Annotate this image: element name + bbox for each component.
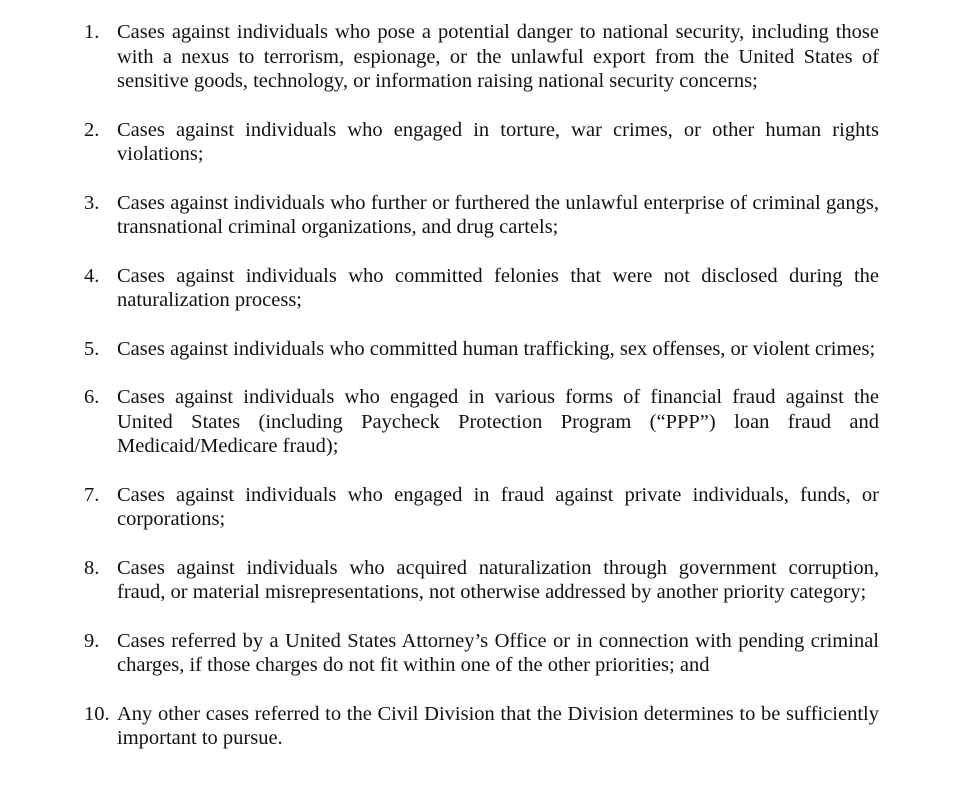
list-item-3	[84, 191, 879, 240]
item-number: 8.	[84, 556, 100, 579]
list-item-10	[84, 702, 879, 751]
list-item-8	[84, 556, 879, 605]
list-item-2	[84, 118, 879, 167]
item-text: Cases against individuals who engaged in fraud against private individuals, funds, or corporations;	[117, 483, 879, 530]
item-text: Cases against individuals who further or furthered the unlawful enterprise of criminal gangs, transnational criminal organizations, and drug cartels;	[117, 191, 879, 238]
item-text: Cases referred by a United States Attorney’s Office or in connection with pending criminal charges, if those charges do not fit within one of the other priorities; and	[117, 629, 879, 676]
item-number: 9.	[84, 629, 100, 652]
item-number: 5.	[84, 337, 100, 360]
item-text: Cases against individuals who pose a potential danger to national security, including those with a nexus to terrorism, espionage, or the unlawful export from the United States of sensitive goods, technology, or information raising national security concerns;	[117, 21, 879, 92]
priority-list	[84, 20, 879, 751]
list-item-9	[84, 629, 879, 678]
item-number: 2.	[84, 118, 100, 141]
item-number: 6.	[84, 386, 100, 408]
list-item-6	[84, 385, 879, 459]
item-number: 3.	[84, 191, 100, 214]
item-text: Any other cases referred to the Civil Division that the Division determines to be sufficiently important to pursue.	[117, 702, 879, 749]
list-item-4	[84, 264, 879, 313]
item-text: Cases against individuals who engaged in torture, war crimes, or other human rights violations;	[117, 118, 879, 165]
list-item-1	[84, 20, 879, 94]
item-number: 10.	[84, 702, 110, 725]
list-item-7	[84, 483, 879, 532]
item-number: 4.	[84, 264, 100, 287]
item-text: Cases against individuals who acquired naturalization through government corruption, fraud, or material misrepresentations, not otherwise addressed by another priority category;	[117, 556, 879, 603]
list-item-5	[84, 337, 879, 362]
item-number: 1.	[84, 21, 100, 43]
item-text: Cases against individuals who committed felonies that were not disclosed during the naturalization process;	[117, 264, 879, 311]
item-number: 7.	[84, 483, 100, 506]
item-text: Cases against individuals who committed human trafficking, sex offenses, or violent crimes;	[117, 337, 876, 360]
item-text: Cases against individuals who engaged in various forms of financial fraud against the United States (including Paycheck Protection Program (“PPP”) loan fraud and Medicaid/Medicare fraud);	[117, 386, 879, 457]
